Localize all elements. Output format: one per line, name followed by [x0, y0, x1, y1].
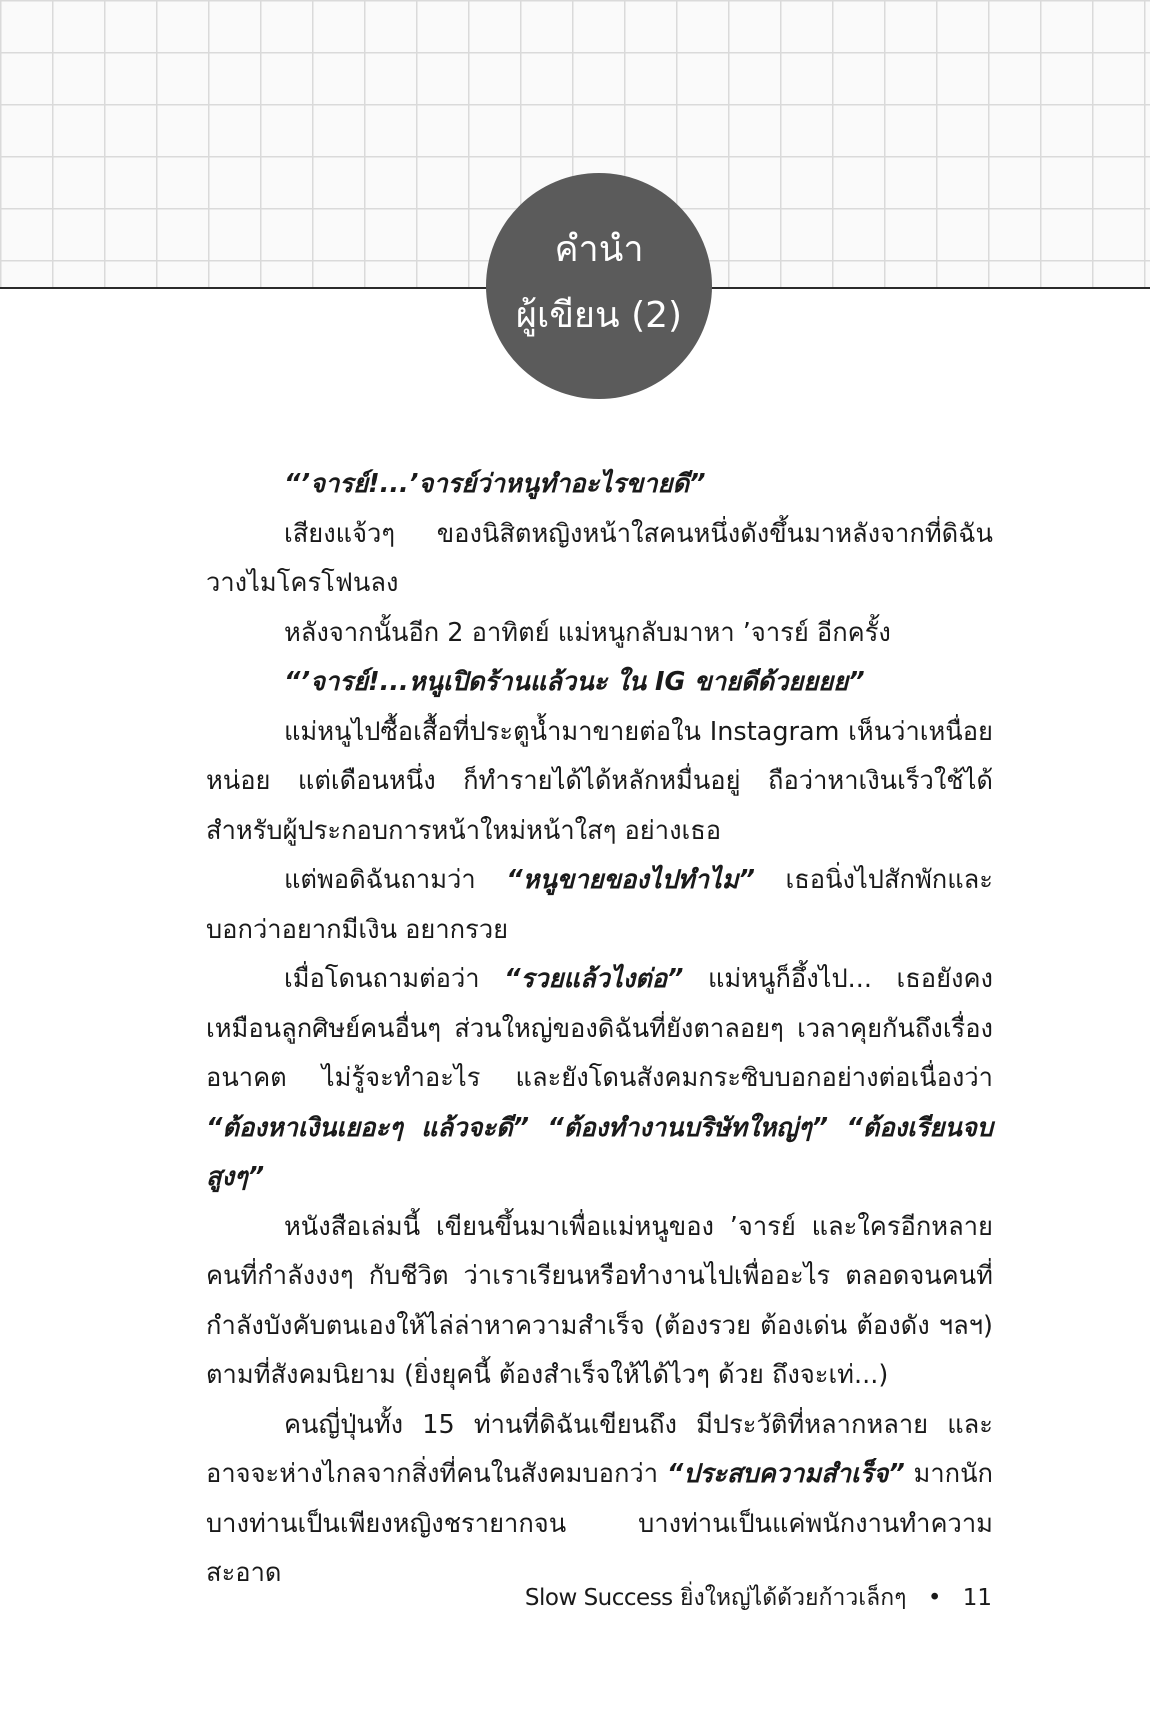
page-footer	[525, 1578, 992, 1618]
paragraph-7-quote-1: “รวยแล้วไงต่อ”	[504, 964, 684, 994]
footer-subtitle: ยิ่งใหญ่ได้ด้วยก้าวเล็กๆ	[679, 1585, 907, 1611]
chapter-title-badge	[486, 173, 712, 399]
paragraph-3: หลังจากนั้นอีก 2 อาทิตย์ แม่หนูกลับมาหา ’จารย์ อีกครั้ง	[284, 617, 891, 648]
paragraph-2: เสียงแจ้วๆ ของนิสิตหญิงหน้าใสคนหนึ่งดังขึ้นมาหลังจากที่ดิฉันวางไมโครโฟนลง	[206, 518, 993, 598]
paragraph-6-text-a: แต่พอดิฉันถามว่า	[284, 865, 507, 895]
paragraph-6-text-b: เธอนิ่งไปสักพักและบอกว่าอยากมีเงิน อยากรวย	[206, 865, 993, 945]
paragraph-6-quote: “หนูขายของไปทำไม”	[506, 865, 755, 895]
body-text	[206, 460, 993, 1599]
footer-book-title: Slow Success	[524, 1585, 673, 1611]
paragraph-7-text-b: แม่หนูก็อึ้งไป... เธอยังคงเหมือนลูกศิษย์คนอื่นๆ ส่วนใหญ่ของดิฉันที่ยังตาลอยๆ เวลาคุยกันถึงเรื่องอนาคต ไม่รู้จะทำอะไร และยังโดนสังคมกระซิบบอกอย่างต่อเนื่องว่า	[206, 964, 993, 1093]
paragraph-7	[206, 955, 993, 1203]
paragraph-9-text-b: มากนัก บางท่านเป็นเพียงหญิงชรายากจน บางท่านเป็นแค่พนักงานทำความสะอาด	[206, 1459, 993, 1588]
paragraph-8: หนังสือเล่มนี้ เขียนขึ้นมาเพื่อแม่หนูของ ’จารย์ และใครอีกหลายคนที่กำลังงงๆ กับชีวิต ว่าเราเรียนหรือทำงานไปเพื่ออะไร ตลอดจนคนที่กำลังบังคับตนเองให้ไล่ล่าหาความสำเร็จ (ต้องรวย ต้องเด่น ต้องดัง ฯลฯ) ตามที่สังคมนิยาม (ยิ่งยุคนี้ ต้องสำเร็จให้ได้ไวๆ ด้วย ถึงจะเท่...)	[206, 1211, 993, 1390]
footer-separator: •	[927, 1585, 942, 1611]
paragraph-9	[206, 1401, 993, 1599]
paragraph-6	[206, 856, 993, 955]
paragraph-7-text-a: เมื่อโดนถามต่อว่า	[284, 964, 505, 994]
paragraph-7-quote-2: “ต้องหาเงินเยอะๆ แล้วจะดี” “ต้องทำงานบริษัทใหญ่ๆ” “ต้องเรียนจบสูงๆ”	[206, 1112, 993, 1192]
paragraph-1: “’จารย์!...’จารย์ว่าหนูทำอะไรขายดี”	[284, 469, 706, 499]
chapter-title-line2: ผู้เขียน (2)	[515, 295, 683, 336]
chapter-title-line1: คำนำ	[554, 229, 644, 270]
page-number: 11	[962, 1585, 992, 1611]
paragraph-4: “’จารย์!...หนูเปิดร้านแล้วนะ ใน IG ขายดีด้วยยยย”	[284, 667, 865, 697]
paragraph-9-text-a: คนญี่ปุ่นทั้ง 15 ท่านที่ดิฉันเขียนถึง มีประวัติที่หลากหลาย และอาจจะห่างไกลจากสิ่งที่คนในสังคมบอกว่า	[206, 1409, 993, 1489]
paragraph-5: แม่หนูไปซื้อเสื้อที่ประตูน้ำมาขายต่อใน Instagram เห็นว่าเหนื่อยหน่อย แต่เดือนหนึ่ง ก็ทำรายได้ได้หลักหมื่นอยู่ ถือว่าหาเงินเร็วใช้ได้สำหรับผู้ประกอบการหน้าใหม่หน้าใสๆ อย่างเธอ	[206, 716, 993, 846]
paragraph-9-quote: “ประสบความสำเร็จ”	[666, 1459, 905, 1489]
